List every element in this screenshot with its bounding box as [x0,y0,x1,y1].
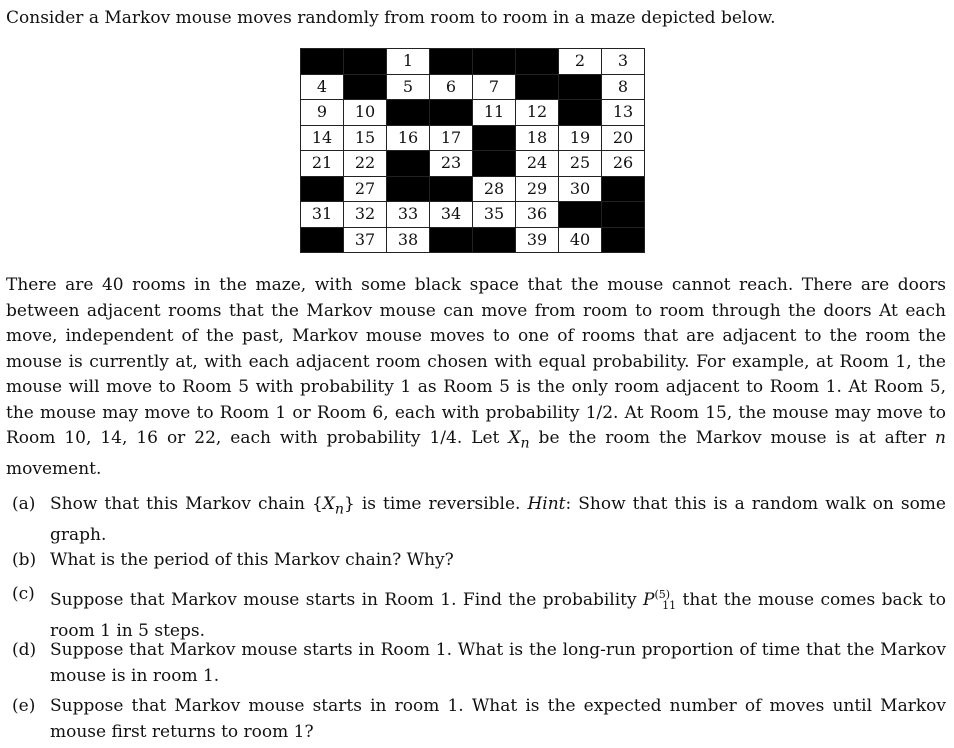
qa-text3: : Show that this is a random walk on some graph. [50,494,946,545]
qa-var: X [322,494,335,514]
var-x: X [508,428,521,448]
maze-wall [473,125,516,151]
qc-var: P [643,590,655,610]
maze-room-16: 16 [387,125,430,151]
maze-wall [387,100,430,126]
maze-room-15: 15 [344,125,387,151]
maze-wall [430,176,473,202]
maze-room-19: 19 [559,125,602,151]
description-part2: be the room the Markov mouse is at after [529,428,936,448]
maze-wall [344,49,387,75]
maze-room-30: 30 [559,176,602,202]
maze-wall [602,202,645,228]
maze-room-21: 21 [301,151,344,177]
maze-wall [430,227,473,253]
maze-room-2: 2 [559,49,602,75]
maze-room-3: 3 [602,49,645,75]
maze-room-40: 40 [559,227,602,253]
maze-room-27: 27 [344,176,387,202]
question-e-label: (e) [12,696,36,716]
maze-room-20: 20 [602,125,645,151]
maze-room-29: 29 [516,176,559,202]
maze-room-34: 34 [430,202,473,228]
question-c-text [50,582,946,644]
maze-room-4: 4 [301,74,344,100]
maze-row [301,100,645,126]
maze-wall [516,49,559,75]
question-d-label: (d) [12,640,37,660]
maze-wall [387,176,430,202]
qa-hint: Hint [527,494,566,514]
maze-wall [301,227,344,253]
question-e-text: Suppose that Markov mouse starts in room 1. What is the expected number of moves until Markov mouse first returns to room 1? [50,696,946,742]
question-d-text: Suppose that Markov mouse starts in Room 1. What is the long-run proportion of time that the Markov mouse is in room 1. [50,640,946,686]
maze-room-8: 8 [602,74,645,100]
maze-room-33: 33 [387,202,430,228]
question-c-label: (c) [12,584,35,604]
maze-room-36: 36 [516,202,559,228]
maze-room-14: 14 [301,125,344,151]
maze-room-39: 39 [516,227,559,253]
question-b-label: (b) [12,550,37,570]
maze-row [301,202,645,228]
question-a-text [50,492,946,548]
maze-wall [301,49,344,75]
maze-wall [473,151,516,177]
qc-sup: (5) [654,588,671,601]
maze-wall [387,151,430,177]
maze-room-26: 26 [602,151,645,177]
maze-wall [473,227,516,253]
maze-room-38: 38 [387,227,430,253]
question-e [12,694,946,745]
intro-text: Consider a Markov mouse moves randomly from room to room in a maze depicted below. [6,8,776,28]
maze-room-18: 18 [516,125,559,151]
maze-room-5: 5 [387,74,430,100]
qc-sub: 11 [662,599,677,612]
question-d [12,638,946,689]
maze-row [301,176,645,202]
maze-wall [516,74,559,100]
maze-row [301,49,645,75]
maze-grid [300,48,645,253]
maze-wall [602,176,645,202]
description-part1: There are 40 rooms in the maze, with some black space that the mouse cannot reach. There are doors between adjacent rooms that the Markov mouse can move from room to room through the doors At each move, independent of the past, Markov mouse moves to one of rooms that are adjacent to the room the mouse is currently at, with each adjacent room chosen with equal probability. For example, at Room 1, the mouse will move to Room 5 with probability 1 as Room 5 is the only room adjacent to Room 1. At Room 5, the mouse may move to Room 1 or Room 6, each with probability 1/2. At Room 15, the mouse may move to Room 10, 14, 16 or 22, each with probability 1/4. Let [6,275,946,448]
maze-wall [344,74,387,100]
maze-wall [430,49,473,75]
maze-room-6: 6 [430,74,473,100]
question-c [12,582,946,644]
question-a-label: (a) [12,494,36,514]
description-paragraph [6,273,946,482]
question-b [12,548,946,574]
qc-text1: Suppose that Markov mouse starts in Room 1. Find the probability [50,590,644,610]
maze-wall [602,227,645,253]
maze-room-28: 28 [473,176,516,202]
maze-room-1: 1 [387,49,430,75]
maze-row [301,227,645,253]
var-n: n [935,428,946,448]
maze-room-32: 32 [344,202,387,228]
maze-room-35: 35 [473,202,516,228]
description-part3: movement. [6,458,102,479]
maze-wall [301,176,344,202]
maze-wall [430,100,473,126]
maze-wall [559,100,602,126]
maze-room-9: 9 [301,100,344,126]
maze-wall [559,74,602,100]
maze-room-11: 11 [473,100,516,126]
maze-room-31: 31 [301,202,344,228]
maze-room-22: 22 [344,151,387,177]
qc-text2: that the mouse comes back to room 1 in 5 steps. [50,590,946,641]
question-b-text: What is the period of this Markov chain? Why? [50,550,454,570]
maze-wall [559,202,602,228]
maze-row [301,151,645,177]
maze-room-23: 23 [430,151,473,177]
maze-row [301,125,645,151]
maze-room-7: 7 [473,74,516,100]
qa-text1: Show that this Markov chain { [50,494,323,514]
maze-room-10: 10 [344,100,387,126]
maze-wall [473,49,516,75]
var-x-sub: n [520,435,530,452]
maze-room-37: 37 [344,227,387,253]
maze-room-25: 25 [559,151,602,177]
maze-room-12: 12 [516,100,559,126]
maze-room-24: 24 [516,151,559,177]
qa-text2: } is time reversible. [344,494,528,514]
maze-room-13: 13 [602,100,645,126]
question-a [12,492,946,548]
maze-row [301,74,645,100]
maze-room-17: 17 [430,125,473,151]
qa-sub: n [334,501,345,518]
